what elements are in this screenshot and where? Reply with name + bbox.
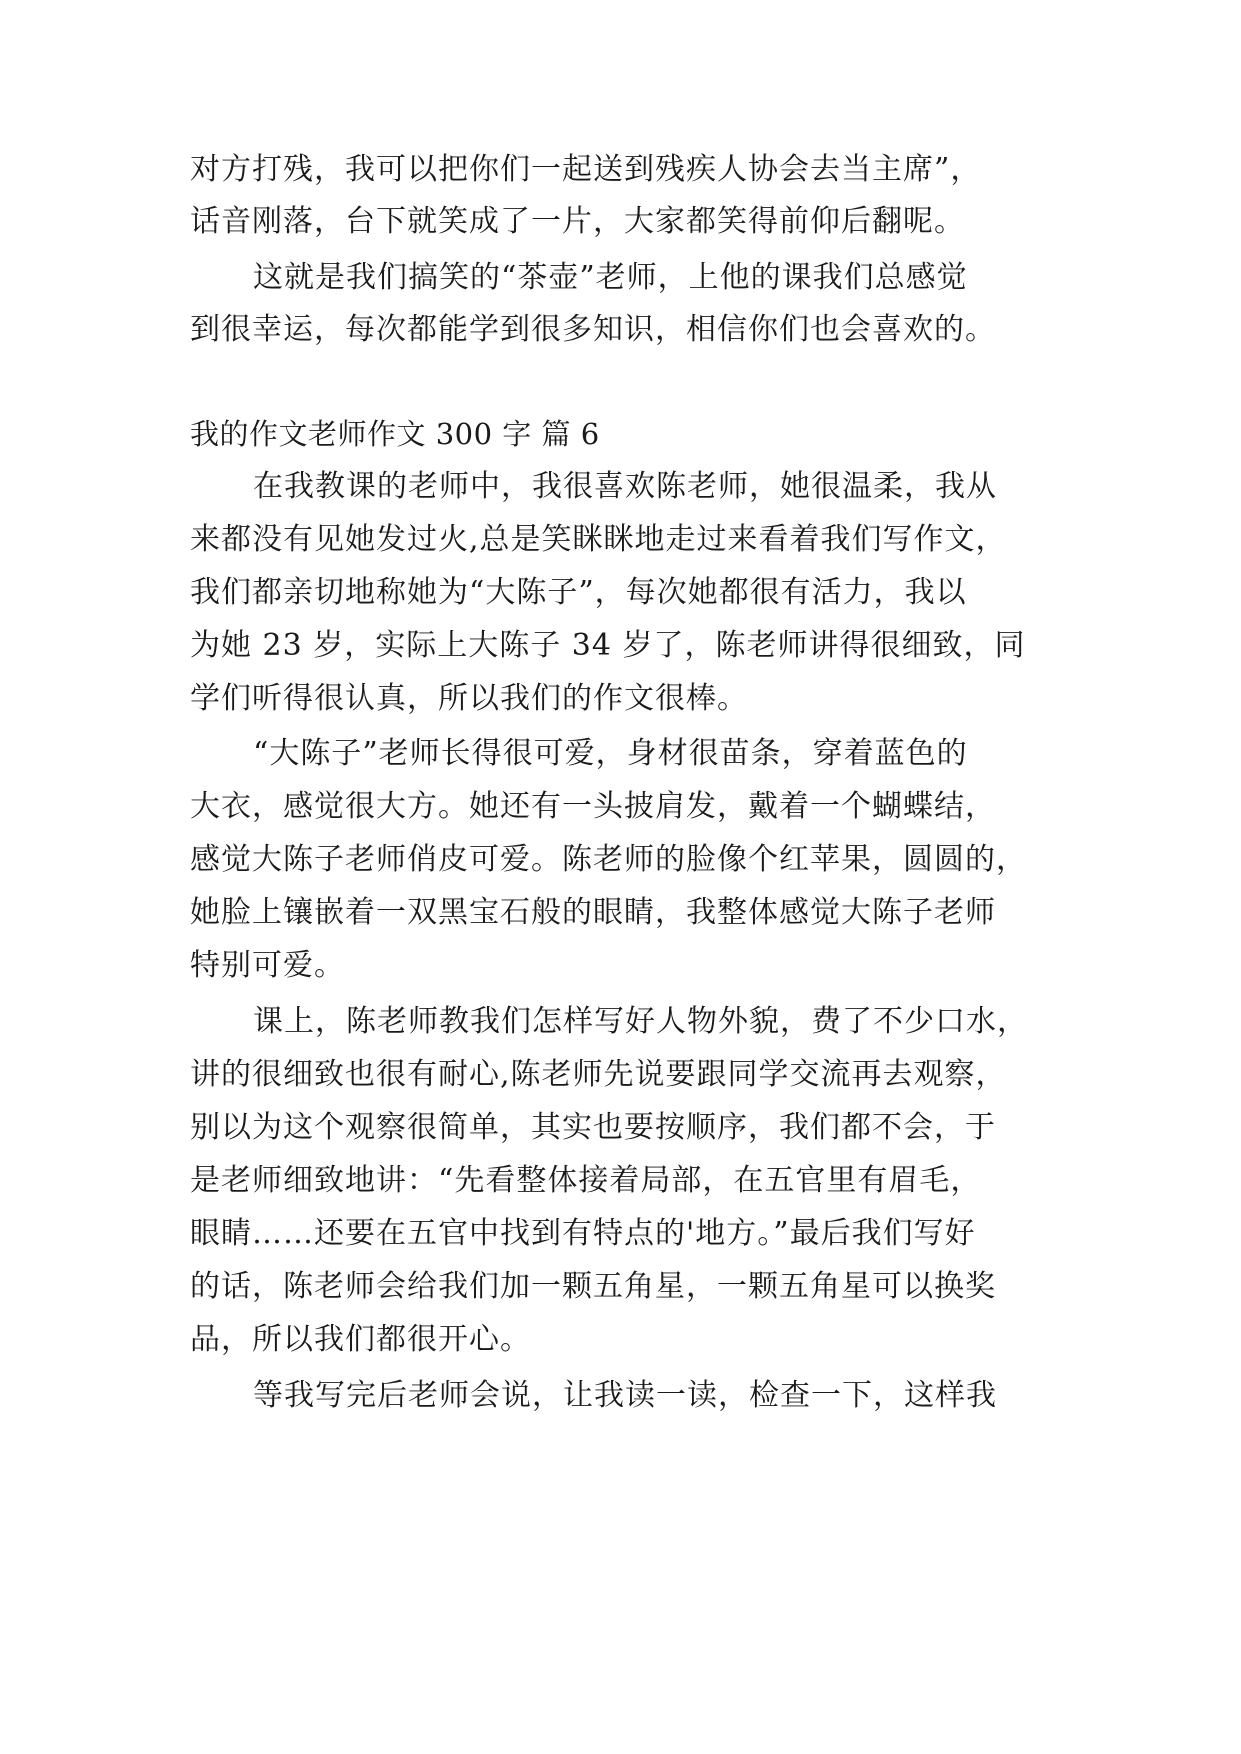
text-line: 为她 23 岁，实际上大陈子 34 岁了，陈老师讲得很细致，同 (190, 628, 1026, 663)
text-line: 品，所以我们都很开心。 (190, 1322, 531, 1357)
text-line: 的话，陈老师会给我们加一颗五角星，一颗五角星可以换奖 (190, 1269, 996, 1304)
text-line: 这就是我们搞笑的“茶壶”老师，上他的课我们总感觉 (253, 260, 968, 295)
text-line: 我们都亲切地称她为“大陈子”，每次她都很有活力，我以 (190, 575, 967, 610)
text-line: 讲的很细致也很有耐心,陈老师先说要跟同学交流再去观察， (190, 1057, 1007, 1092)
text-line: 别以为这个观察很简单，其实也要按顺序，我们都不会，于 (190, 1110, 996, 1145)
text-line: 来都没有见她发过火,总是笑眯眯地走过来看着我们写作文， (190, 522, 1007, 557)
text-line: 学们听得很认真，所以我们的作文很棒。 (190, 681, 748, 716)
text-line: 她脸上镶嵌着一双黑宝石般的眼睛，我整体感觉大陈子老师 (190, 895, 996, 930)
text-line: 是老师细致地讲：“先看整体接着局部，在五官里有眉毛， (190, 1163, 982, 1198)
text-line: 到很幸运，每次都能学到很多知识，相信你们也会喜欢的。 (190, 312, 996, 347)
text-line: 在我教课的老师中，我很喜欢陈老师，她很温柔，我从 (253, 469, 997, 504)
section-heading: 我的作文老师作文 300 字 篇 6 (190, 417, 600, 451)
text-line: 大衣，感觉很大方。她还有一头披肩发，戴着一个蝴蝶结， (190, 789, 996, 824)
text-line: 等我写完后老师会说，让我读一读，检查一下，这样我 (253, 1378, 997, 1413)
text-line: “大陈子”老师长得很可爱，身材很苗条，穿着蓝色的 (253, 736, 968, 771)
text-line: 特别可爱。 (190, 948, 345, 983)
text-line: 对方打残，我可以把你们一起送到残疾人协会去当主席”， (190, 152, 982, 187)
text-line: 眼睛……还要在五官中找到有特点的'地方。”最后我们写好 (190, 1216, 976, 1251)
text-line: 话音刚落，台下就笑成了一片，大家都笑得前仰后翻呢。 (190, 204, 965, 239)
text-line: 感觉大陈子老师俏皮可爱。陈老师的脸像个红苹果，圆圆的， (190, 842, 1027, 877)
text-line: 课上，陈老师教我们怎样写好人物外貌，费了不少口水， (253, 1004, 1028, 1039)
